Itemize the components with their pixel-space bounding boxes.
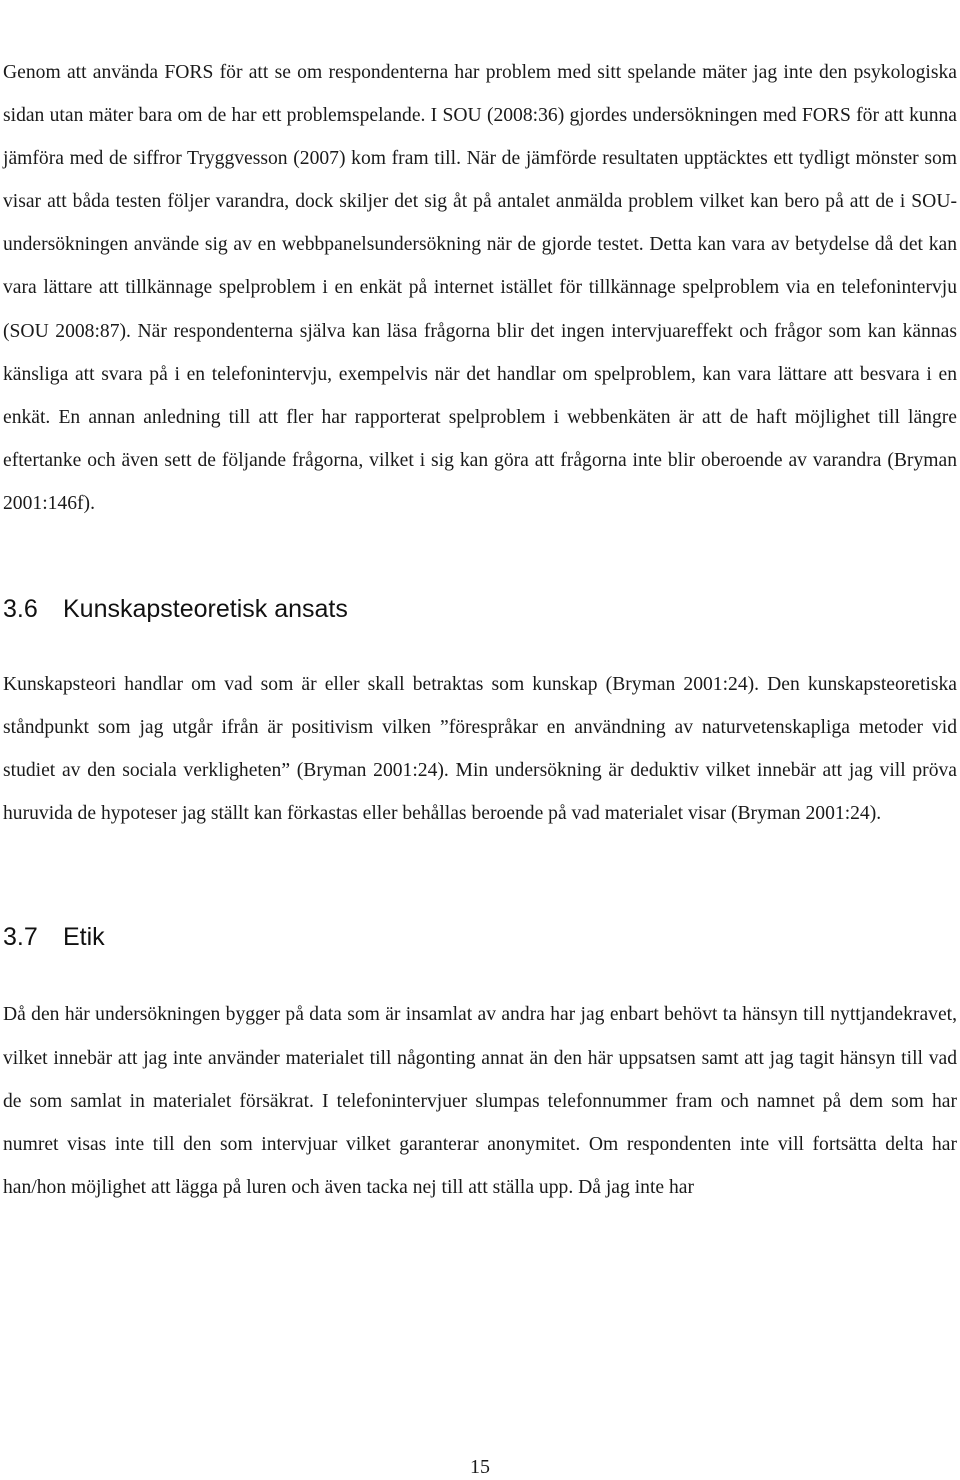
paragraph-fors-comparison: Genom att använda FORS för att se om respondenterna har problem med sitt spelande mäter jag inte den psykologiska sidan utan mäter bara om de har ett problemspelande. I SOU (2008:36) gjordes undersökningen med FORS för att kunna jämföra med de siffror Tryggvesson (2007) kom fram till. När de jämförde resultaten upptäcktes ett tydligt mönster som visar att båda testen följer varandra, dock skiljer det sig åt på antalet anmälda problem vilket kan bero på att de i SOU-undersökningen använde sig av en webbpanelsundersökning när de gjorde testet. Detta kan vara av betydelse då det kan vara lättare att tillkännage spelproblem i en enkät på internet istället för tillkännage spelproblem via en telefonintervju (SOU 2008:87). När respondenterna själva kan läsa frågorna blir det ingen intervjuareffekt och frågor som kan kännas känsliga att svara på i en telefonintervju, exempelvis när det handlar om spelproblem, kan vara lättare att besvara i en enkät. En annan anledning till att fler har rapporterat spelproblem i webbenkäten är att de haft möjlighet till längre eftertanke och även sett de följande frågorna, vilket i sig kan göra att frågorna inte blir oberoende av varandra (Bryman 2001:146f).	[3, 62, 957, 514]
section-number: 3.6	[3, 595, 38, 624]
page-number: 15	[470, 1456, 490, 1478]
section-number: 3.7	[3, 923, 38, 952]
paragraph-kunskapsteori: Kunskapsteori handlar om vad som är eller skall betraktas som kunskap (Bryman 2001:24). Den kunskapsteoretiska ståndpunkt som jag utgår ifrån är positivism vilken ”förespråkar en användning av naturvetenskapliga metoder vid studiet av den sociala verkligheten” (Bryman 2001:24). Min undersökning är deduktiv vilket innebär att jag vill pröva huruvida de hypoteser jag ställt kan förkastas eller behållas beroende på vad materialet visar (Bryman 2001:24).	[3, 674, 957, 825]
paragraph-etik: Då den här undersökningen bygger på data som är insamlat av andra har jag enbart behövt ta hänsyn till nyttjandekravet, vilket innebär att jag inte använder materialet till någonting annat än den här uppsatsen samt att jag tagit hänsyn till vad de som samlat in materialet försäkrat. I telefonintervjuer slumpas telefonnummer fram och namnet på dem som har numret visas inte till den som intervjuar vilket garanterar anonymitet. Om respondenten inte vill fortsätta delta har han/hon möjlighet att lägga på luren och även tacka nej till att ställa upp. Då jag inte har	[3, 1004, 957, 1198]
section-title: Etik	[63, 923, 105, 952]
section-title: Kunskapsteoretisk ansats	[63, 595, 348, 624]
section-heading-kunskapsteoretisk-ansats	[3, 589, 957, 629]
section-heading-etik	[3, 917, 957, 957]
document-page	[3, 51, 957, 1209]
